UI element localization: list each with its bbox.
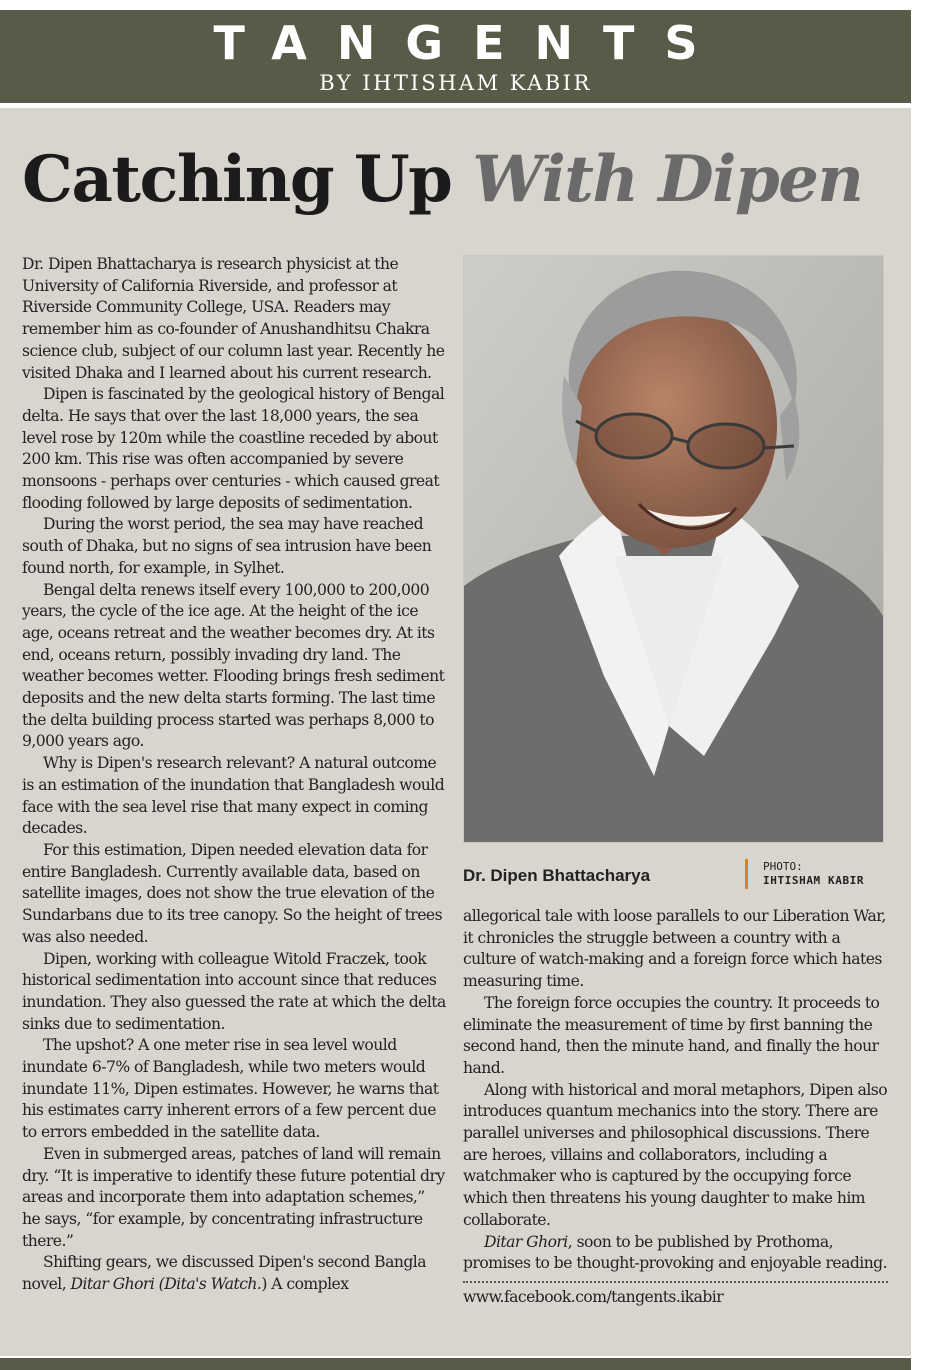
dotted-divider xyxy=(463,1281,888,1283)
newspaper-page xyxy=(0,10,911,1368)
paragraph: Why is Dipen's research relevant? A natural outcome is an estimation of the inundation that Bangladesh would face with the sea level rise that many expect in coming decades. xyxy=(22,754,445,838)
paragraph: Dr. Dipen Bhattacharya is research physicist at the University of California Riverside, and professor at Riverside Community College, USA. Readers may remember him as co-founder of Anushandhitsu Chakra science club, subject of our column last year. Recently he visited Dhaka and I learned about his current research. xyxy=(22,255,445,382)
column-byline: BY IHTISHAM KABIR xyxy=(319,71,592,95)
paragraph-text: , soon to be published by Prothoma, promises to be thought-provoking and enjoyable reading. xyxy=(463,1232,888,1273)
article-column-right xyxy=(463,906,888,1309)
paragraph: During the worst period, the sea may have reached south of Dhaka, but no signs of sea intrusion have been found north, for example, in Sylhet. xyxy=(22,515,432,577)
photo-credit-name: IHTISHAM KABIR xyxy=(763,874,865,887)
masthead xyxy=(0,10,911,108)
paragraph: allegorical tale with loose parallels to our Liberation War, it chronicles the struggle between a country with a culture of watch-making and a foreign force which hates measuring time. xyxy=(463,907,886,991)
paragraph: Dipen is fascinated by the geological history of Bengal delta. He says that over the last 18,000 years, the sea level rose by 120m while the coastline receded by about 200 km. This rise was often accompanied by severe monsoons - perhaps over centuries - which caused great flooding followed by large deposits of sedimentation. xyxy=(22,385,445,512)
facebook-link[interactable]: www.facebook.com/tangents.ikabir xyxy=(463,1287,724,1306)
article-headline xyxy=(22,140,862,220)
credit-divider xyxy=(745,859,748,889)
paragraph: Even in submerged areas, patches of land will remain dry. “It is imperative to identify these future potential dry areas and incorporate them into adaptation schemes,” he says, “for example, by concentrating infrastructure there.” xyxy=(22,1144,445,1250)
photo-credit-label: PHOTO: xyxy=(763,860,803,873)
portrait-illustration xyxy=(464,256,883,842)
photo-credit xyxy=(763,860,864,888)
paragraph-text: Shifting gears, we discussed Dipen's second Bangla novel, xyxy=(22,1253,426,1294)
paragraph: Dipen, working with colleague Witold Fraczek, took historical sedimentation into account since that reduces inundation. They also guessed the rate at which the delta sinks due to sedimentation. xyxy=(22,949,446,1033)
headline-accent: With Dipen xyxy=(472,142,863,217)
paragraph: For this estimation, Dipen needed elevation data for entire Bangladesh. Currently available data, based on satellite images, does not show the true elevation of the Sundarbans due to its tree canopy. So the height of trees was also needed. xyxy=(22,840,443,946)
paragraph: The upshot? A one meter rise in sea level would inundate 6-7% of Bangladesh, while two meters would inundate 11%, Dipen estimates. However, he warns that his estimates carry inherent errors of a few percent due to errors embedded in the satellite data. xyxy=(22,1036,439,1142)
paragraph: Bengal delta renews itself every 100,000 to 200,000 years, the cycle of the ice age. At the height of the ice age, oceans retreat and the weather becomes dry. At its end, oceans return, possibly invading dry land. The weather becomes wetter. Flooding brings fresh sediment deposits and the new delta starts forming. The last time the delta building process started was perhaps 8,000 to 9,000 years ago. xyxy=(22,580,445,751)
article-column-left xyxy=(22,254,447,1296)
novel-title: Ditar Ghori xyxy=(484,1232,568,1251)
paragraph xyxy=(463,1232,888,1275)
paragraph-text: ) A complex xyxy=(261,1275,349,1294)
portrait-photo xyxy=(463,255,884,843)
paragraph: The foreign force occupies the country. It proceeds to eliminate the measurement of time by first banning the second hand, then the minute hand, and finally the hour hand. xyxy=(463,993,880,1077)
paragraph: Along with historical and moral metaphors, Dipen also introduces quantum mechanics into the story. There are parallel universes and philosophical discussions. There are heroes, villains and collaborators, including a watchmaker who is captured by the occupying force which then threatens his young daughter to make him collaborate. xyxy=(463,1080,888,1229)
paragraph xyxy=(22,1252,447,1295)
column-brand: TANGENTS xyxy=(213,16,728,70)
headline-main: Catching Up xyxy=(22,142,452,217)
photo-caption: Dr. Dipen Bhattacharya xyxy=(463,866,651,885)
novel-title: Ditar Ghori (Dita's Watch. xyxy=(70,1275,262,1294)
